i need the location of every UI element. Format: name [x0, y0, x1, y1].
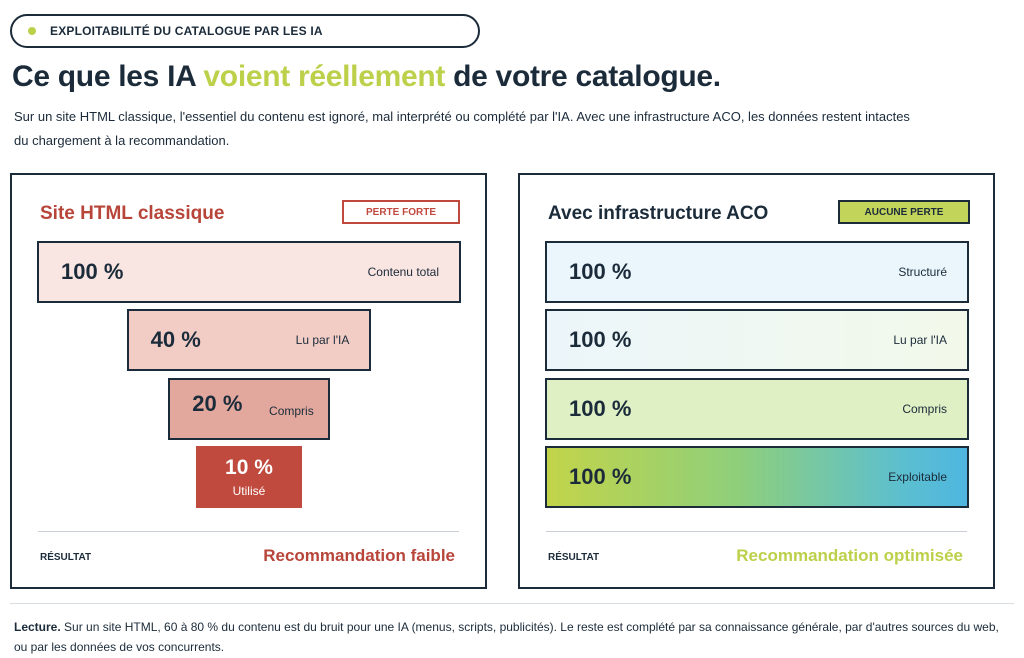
no-loss-badge: AUCUNE PERTE: [838, 200, 970, 224]
eyebrow-text: EXPLOITABILITÉ DU CATALOGUE PAR LES IA: [50, 24, 323, 38]
title-highlight: voient réellement: [203, 60, 446, 93]
stage-percent: 100 %: [569, 327, 632, 352]
stage-label: Structuré: [898, 265, 947, 279]
title-part1: Ce que les IA: [12, 60, 204, 93]
stage-percent: 100 %: [569, 396, 632, 421]
stage-exploitable: [545, 446, 969, 508]
footer-lead: Lecture.: [14, 620, 61, 634]
stage-percent: 40 %: [150, 327, 201, 352]
stage-read: [545, 309, 969, 371]
classic-panel-title: Site HTML classique: [40, 203, 225, 224]
result-label: RÉSULTAT: [548, 552, 600, 563]
result-value: Recommandation faible: [263, 546, 455, 565]
divider: [546, 531, 967, 532]
stage-label: Lu par l'IA: [295, 333, 350, 347]
funnel-stage-understood: [168, 378, 329, 440]
intro-paragraph: Sur un site HTML classique, l'essentiel du contenu est ignoré, mal interprété ou complété par l'IA. Avec une infrastructure ACO, les données restent intactes du chargement à la recommandation.: [14, 109, 910, 148]
result-label: RÉSULTAT: [40, 552, 92, 563]
stage-label: Compris: [902, 402, 947, 416]
footer-note: [14, 617, 1014, 657]
footer-divider: [10, 603, 1014, 604]
funnel-stage-read: [127, 309, 372, 371]
divider: [38, 531, 459, 532]
stage-label: Lu par l'IA: [893, 333, 947, 347]
funnel-stage-used: [196, 446, 303, 508]
stage-label: Contenu total: [367, 265, 439, 279]
funnel-stage-content-total: [37, 241, 461, 303]
stage-percent: 100 %: [61, 259, 124, 284]
classic-html-panel: [10, 173, 487, 589]
stage-understood: [545, 378, 969, 440]
page-title: [12, 60, 721, 94]
stage-structured: [545, 241, 969, 303]
stage-label: Compris: [269, 404, 314, 418]
title-part2: de votre catalogue.: [445, 60, 721, 93]
aco-panel: [518, 173, 995, 589]
stage-label: Utilisé: [232, 484, 266, 498]
stage-label: Exploitable: [888, 470, 947, 484]
stage-percent: 100 %: [569, 464, 632, 489]
section-eyebrow: [10, 14, 480, 48]
result-value: Recommandation optimisée: [736, 546, 963, 565]
footer-text: Sur un site HTML, 60 à 80 % du contenu est du bruit pour une IA (menus, scripts, publicités). Le reste est complété par sa connaissance générale, par d'autres sources du web, ou par les données de vos concurrents.: [14, 620, 999, 654]
aco-panel-title: Avec infrastructure ACO: [548, 203, 769, 224]
bullet-dot-icon: [28, 27, 36, 35]
stage-percent: 20 %: [192, 391, 243, 416]
stage-percent: 10 %: [225, 456, 273, 479]
loss-badge: PERTE FORTE: [342, 200, 460, 224]
stage-percent: 100 %: [569, 259, 632, 284]
